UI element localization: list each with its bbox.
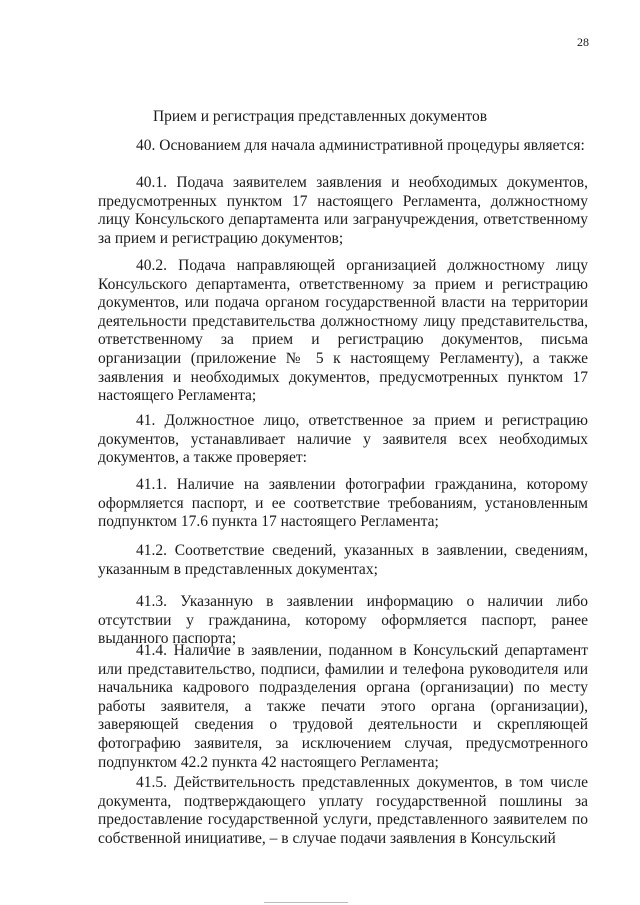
paragraph-40-2: 40.2. Подача направляющей организацией должностному лицу Консульского департамента, ответственному за прием и регистрацию документов, или подача органом государственной власти на территории деятельности представительства должностному лицу представительства, ответственному за прием и регистрацию документов, письма организации (приложение № 5 к настоящему Регламенту), а также заявления и необходимых документов, предусмотренных пунктом 17 настоящего Регламента;: [98, 257, 588, 405]
paragraph-41: 41. Должностное лицо, ответственное за прием и регистрацию документов, устанавливает наличие у заявителя всех необходимых документов, а также проверяет:: [98, 412, 588, 467]
paragraph-41-4: 41.4. Наличие в заявлении, поданном в Консульский департамент или представительство, подписи, фамилии и телефона руководителя или начальника кадрового подразделения органа (организации) по месту работы заявителя, а также печати этого органа (организации), заверяющей сведения о трудовой деятельности и скрепляющей фотографию заявителя, за исключением случая, предусмотренного подпунктом 42.2 пункта 42 настоящего Регламента;: [98, 642, 588, 771]
paragraph-41-2: 41.2. Соответствие сведений, указанных в заявлении, сведениям, указанным в представленных документах;: [98, 542, 588, 578]
paragraph-40: 40. Основанием для начала административной процедуры является:: [136, 137, 585, 154]
paragraph-41-3: 41.3. Указанную в заявлении информацию о наличии либо отсутствии у гражданина, которому оформляется паспорт, ранее выданного паспорта;: [98, 593, 588, 648]
paragraph-41-5: 41.5. Действительность представленных документов, в том числе документа, подтверждающего уплату государственной пошлины за предоставление государственной услуги, представленного заявителем по собственной инициативе, – в случае подачи заявления в Консульский: [98, 774, 588, 847]
paragraph-41-1: 41.1. Наличие на заявлении фотографии гражданина, которому оформляется паспорт, и ее соответствие требованиям, установленным подпунктом 17.6 пункта 17 настоящего Регламента;: [98, 476, 588, 531]
scan-edge-mark: [264, 902, 348, 903]
section-heading: Прием и регистрация представленных документов: [152, 108, 488, 125]
page-number: 28: [577, 35, 589, 49]
paragraph-40-1: 40.1. Подача заявителем заявления и необходимых документов, предусмотренных пунктом 17 настоящего Регламента, должностному лицу Консульского департамента или загранучреждения, ответственному за прием и регистрацию документов;: [98, 174, 588, 247]
